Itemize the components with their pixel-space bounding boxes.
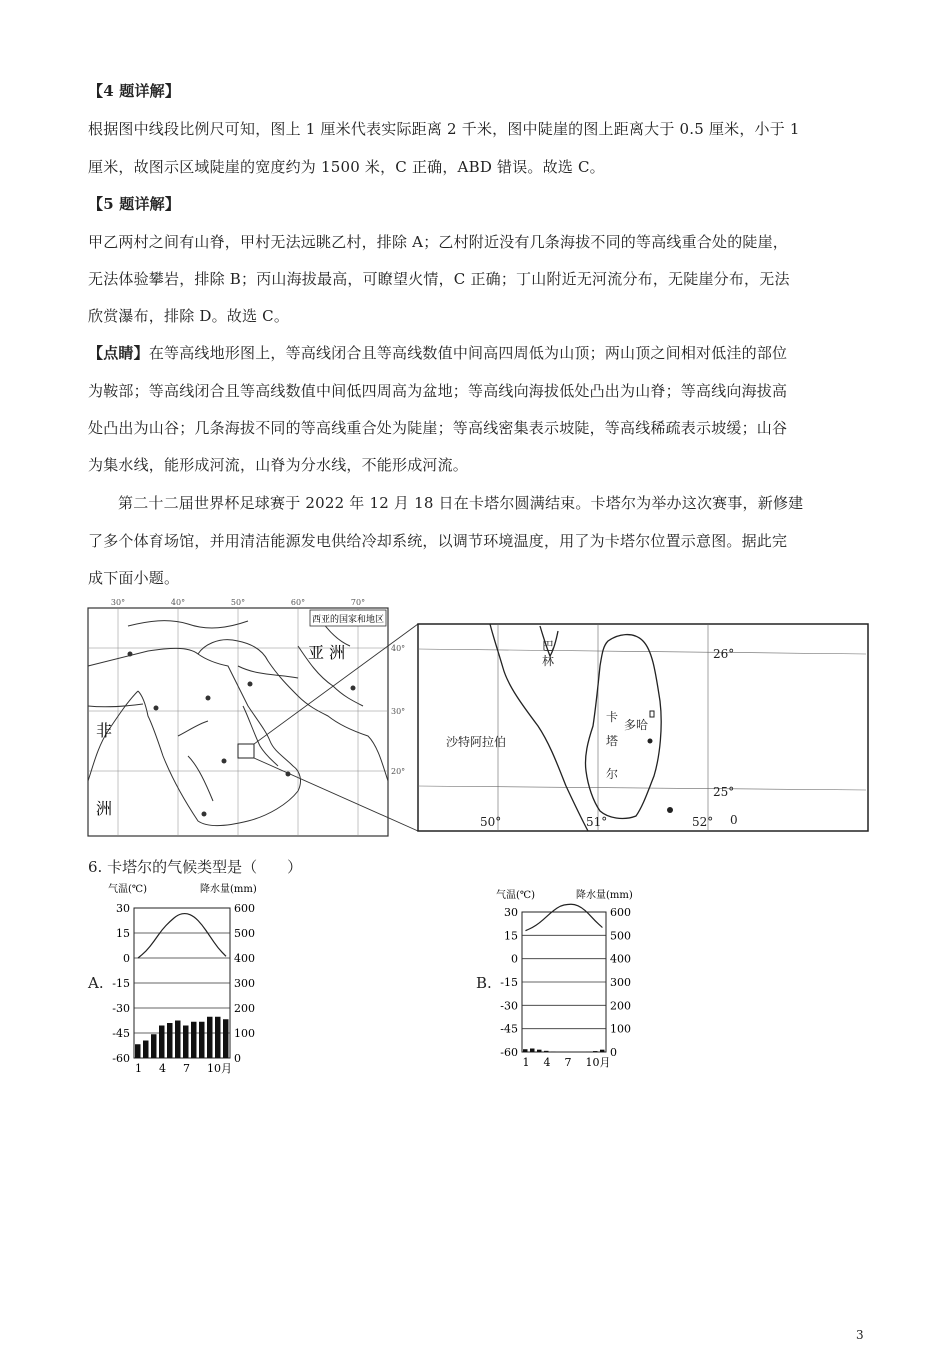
tip-line-2: 为鞍部；等高线闭合且等高线数值中间低四周高为盆地；等高线向海拔低处凸出为山脊；等高线向海拔高	[88, 382, 788, 400]
climate-chart-a[interactable]	[108, 880, 268, 1080]
intro-line-2: 了多个体育场馆，并用清洁能源发电供给冷却系统，以调节环境温度，用了为卡塔尔位置示意图。据此完	[88, 532, 788, 550]
temp-tick-label: 30	[116, 902, 130, 915]
temp-tick-label: -45	[500, 1022, 518, 1036]
lon-label-40: 40°	[170, 598, 186, 607]
capital-marker	[351, 686, 356, 691]
temp-tick-label: 0	[511, 952, 518, 966]
precip-bar	[523, 1049, 528, 1052]
temp-tick-label: -45	[112, 1027, 130, 1040]
precip-tick-label: 100	[234, 1027, 255, 1040]
precip-bar	[191, 1022, 197, 1058]
temp-tick-label: 15	[116, 927, 130, 940]
tip-line-4: 为集水线，能形成河流，山脊为分水线，不能形成河流。	[88, 456, 469, 474]
option-b-label[interactable]: B.	[476, 974, 492, 992]
label-lat-26: 26°	[713, 647, 735, 661]
precip-tick-label: 200	[610, 999, 631, 1013]
capital-marker	[202, 812, 207, 817]
label-doha: 多哈	[624, 718, 649, 732]
tip-heading: 【点睛】	[88, 344, 149, 362]
region-africa-1: 非	[96, 721, 113, 740]
temp-axis-title: 气温(℃)	[108, 884, 147, 895]
tip-text-1: 在等高线地形图上，等高线闭合且等高线数值中间高四周低为山顶；两山顶之间相对低洼的部位	[148, 344, 788, 362]
precip-bar	[159, 1026, 165, 1059]
month-tick-label: 7	[183, 1062, 190, 1075]
precip-bar	[544, 1051, 549, 1052]
precip-tick-label: 300	[234, 977, 255, 990]
q5-line-2: 无法体验攀岩，排除 B；丙山海拔最高，可瞭望火情，C 正确；丁山附近无河流分布，无陡崖分布，无法	[88, 270, 790, 288]
tip-line-1	[88, 342, 787, 363]
label-scale-zero: 0	[730, 813, 738, 827]
label-bahrain-1: 巴	[542, 639, 555, 653]
temp-axis-title: 气温(℃)	[496, 890, 535, 901]
label-lon-50: 50°	[480, 815, 502, 829]
lon-label-30: 30°	[110, 598, 126, 607]
question-6-stem: 6. 卡塔尔的气候类型是（ ）	[88, 858, 303, 876]
temp-tick-label: -15	[500, 976, 518, 989]
region-asia: 亚 洲	[308, 643, 346, 662]
precip-bar	[215, 1017, 221, 1058]
precip-bar	[167, 1023, 173, 1058]
temp-tick-label: -60	[500, 1046, 518, 1059]
capital-marker	[222, 759, 227, 764]
label-bahrain-2: 林	[542, 654, 555, 668]
label-qatar-3: 尔	[606, 767, 619, 781]
month-tick-label: 10月	[585, 1056, 611, 1069]
precip-tick-label: 300	[610, 976, 631, 989]
month-tick-label: 4	[543, 1056, 551, 1069]
precip-tick-label: 600	[234, 902, 255, 915]
q4-line-1: 根据图中线段比例尺可知，图上 1 厘米代表实际距离 2 千米，图中陡崖的图上距离大于 0.5 厘米，小于 1	[88, 120, 800, 138]
precip-tick-label: 500	[234, 927, 255, 940]
intro-line-3: 成下面小题。	[88, 569, 180, 587]
precip-bar	[143, 1041, 149, 1059]
intro-line-1: 第二十二届世界杯足球赛于 2022 年 12 月 18 日在卡塔尔圆满结束。卡塔尔为举办这次赛事，新修建	[118, 494, 804, 512]
month-tick-label: 10月	[207, 1062, 232, 1075]
temperature-line	[526, 904, 603, 930]
precip-tick-label: 200	[234, 1002, 255, 1015]
lon-label-60: 60°	[290, 598, 306, 607]
q4-line-2: 厘米，故图示区域陡崖的宽度约为 1500 米，C 正确，ABD 错误。故选 C。	[88, 158, 605, 176]
precip-axis-title: 降水量(mm)	[200, 884, 257, 895]
island-marker	[667, 807, 673, 813]
q5-line-1: 甲乙两村之间有山脊，甲村无法远眺乙村，排除 A；乙村附近没有几条海拔不同的等高线重合处的陡崖，	[88, 233, 789, 251]
precip-bar	[175, 1021, 181, 1059]
q4-heading: 【4 题详解】	[88, 82, 181, 100]
west-asia-title: 西亚的国家和地区	[311, 615, 385, 625]
label-saudi: 沙特阿拉伯	[446, 735, 507, 749]
temp-tick-label: 0	[123, 952, 130, 965]
month-tick-label: 7	[564, 1056, 572, 1069]
option-a-label[interactable]: A.	[88, 974, 104, 992]
lat-label-30: 30°	[391, 707, 406, 716]
precip-bar	[199, 1022, 205, 1058]
label-lon-51: 51°	[586, 815, 608, 829]
month-tick-label: 1	[522, 1056, 530, 1069]
precip-bar	[600, 1050, 605, 1052]
precip-bar	[207, 1017, 213, 1058]
capital-marker	[248, 682, 253, 687]
precip-bar	[593, 1051, 598, 1052]
month-tick-label: 1	[135, 1062, 142, 1075]
climate-chart-b[interactable]	[496, 886, 656, 1074]
lat-label-20: 20°	[391, 767, 406, 776]
temp-tick-label: 15	[504, 929, 518, 943]
q5-heading: 【5 题详解】	[88, 195, 181, 213]
precip-tick-label: 600	[610, 906, 631, 919]
temp-tick-label: -30	[112, 1002, 130, 1015]
precip-tick-label: 500	[610, 929, 631, 943]
precip-tick-label: 400	[234, 952, 255, 965]
page-number: 3	[856, 1328, 864, 1342]
lon-label-50: 50°	[230, 598, 246, 607]
q5-line-3: 欣赏瀑布，排除 D。故选 C。	[88, 307, 290, 325]
qatar-location-maps	[88, 598, 870, 836]
temp-tick-label: -15	[112, 977, 130, 990]
capital-marker	[206, 696, 211, 701]
temp-tick-label: -60	[112, 1052, 130, 1065]
precip-bar	[183, 1026, 189, 1059]
precip-bar	[223, 1019, 229, 1058]
label-lon-52: 52°	[692, 815, 714, 829]
lon-label-70: 70°	[350, 598, 366, 607]
capital-marker	[128, 652, 133, 657]
lat-label-40: 40°	[391, 644, 406, 653]
capital-marker	[154, 706, 159, 711]
temperature-line	[138, 914, 226, 958]
precip-tick-label: 100	[610, 1022, 631, 1036]
temp-tick-label: -30	[500, 999, 518, 1013]
temp-tick-label: 30	[504, 906, 518, 919]
precip-bar	[135, 1044, 141, 1058]
doha-marker	[648, 739, 653, 744]
precip-bar	[537, 1050, 542, 1052]
label-lat-25: 25°	[713, 785, 735, 799]
label-qatar-1: 卡	[606, 710, 619, 724]
precip-bar	[151, 1034, 157, 1058]
precip-axis-title: 降水量(mm)	[576, 890, 633, 901]
precip-tick-label: 400	[610, 952, 631, 966]
month-tick-label: 4	[159, 1062, 166, 1075]
label-qatar-2: 塔	[606, 734, 619, 748]
region-africa-2: 洲	[96, 799, 113, 818]
tip-line-3: 处凸出为山谷；几条海拔不同的等高线重合处为陡崖；等高线密集表示坡陡，等高线稀疏表示坡缓；山谷	[88, 419, 788, 437]
precip-tick-label: 0	[610, 1046, 617, 1059]
precip-tick-label: 0	[234, 1052, 241, 1065]
precip-bar	[530, 1049, 535, 1053]
